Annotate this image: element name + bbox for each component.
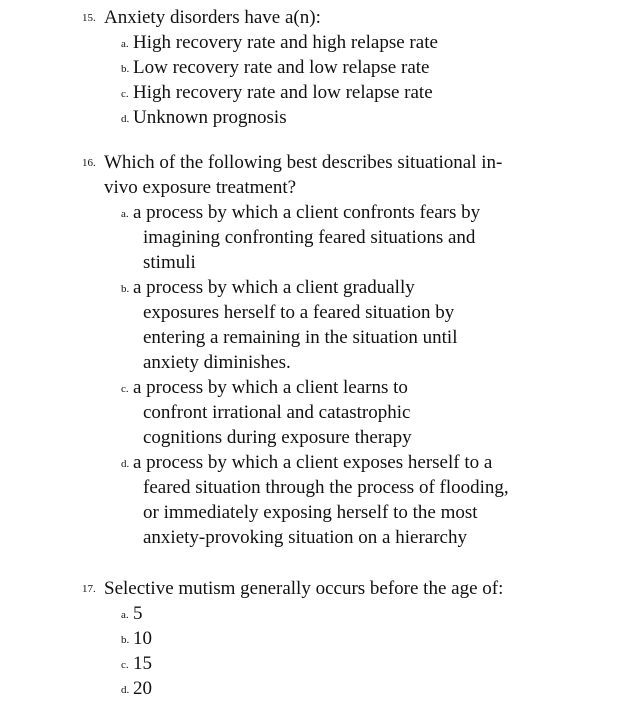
option-text-line: feared situation through the process of flooding, — [143, 477, 509, 498]
option-text-line: imagining confronting feared situations and — [143, 227, 476, 248]
question-17-options — [121, 601, 582, 701]
option-text-line: a process by which a client learns to — [133, 377, 408, 398]
option-c — [121, 375, 541, 450]
option-letter: c. — [121, 88, 129, 100]
option-letter: c. — [121, 659, 129, 671]
option-text-line: anxiety-provoking situation on a hierarchy — [143, 527, 467, 548]
option-letter: a. — [121, 38, 129, 50]
question-number: 16. — [82, 157, 96, 169]
option-text-line: entering a remaining in the situation until — [143, 327, 458, 348]
option-b — [121, 275, 541, 375]
question-15-stem — [82, 5, 582, 30]
option-text-line: exposures herself to a feared situation by — [143, 302, 455, 323]
question-text: Anxiety disorders have a(n): — [104, 7, 321, 28]
option-letter: d. — [121, 684, 130, 696]
option-c — [121, 651, 582, 676]
question-16 — [82, 150, 582, 550]
option-text-line: cognitions during exposure therapy — [143, 427, 412, 448]
option-a — [121, 601, 582, 626]
option-text: 5 — [133, 603, 143, 624]
option-letter: b. — [121, 634, 130, 646]
question-15-options — [121, 30, 582, 130]
option-text: Low recovery rate and low relapse rate — [133, 57, 430, 78]
question-number: 15. — [82, 12, 96, 24]
option-text: 10 — [133, 628, 152, 649]
question-text-line-1: Which of the following best describes situational in- — [104, 152, 503, 173]
option-text-line: a process by which a client exposes herself to a — [133, 452, 493, 473]
option-text-line: a process by which a client confronts fears by — [133, 202, 481, 223]
option-letter: a. — [121, 609, 129, 621]
option-d — [121, 105, 582, 130]
option-c — [121, 80, 582, 105]
option-text: 15 — [133, 653, 152, 674]
option-letter: b. — [121, 63, 130, 75]
option-b — [121, 626, 582, 651]
option-letter: b. — [121, 283, 130, 295]
question-17 — [82, 576, 582, 701]
option-letter: c. — [121, 383, 129, 395]
option-letter: d. — [121, 113, 130, 125]
option-a — [121, 200, 541, 275]
question-17-stem — [82, 576, 582, 601]
option-d — [121, 676, 582, 701]
option-text-line: a process by which a client gradually — [133, 277, 415, 298]
question-text: Selective mutism generally occurs before the age of: — [104, 578, 504, 599]
question-16-options — [121, 200, 541, 550]
option-d — [121, 450, 541, 550]
option-text-line: confront irrational and catastrophic — [143, 402, 411, 423]
option-text-line: or immediately exposing herself to the most — [143, 502, 478, 523]
option-text: 20 — [133, 678, 152, 699]
option-text: Unknown prognosis — [133, 107, 287, 128]
question-16-stem — [82, 150, 582, 200]
option-b — [121, 55, 582, 80]
question-number: 17. — [82, 583, 96, 595]
question-text-line-2: vivo exposure treatment? — [104, 177, 297, 198]
option-a — [121, 30, 582, 55]
option-text: High recovery rate and high relapse rate — [133, 32, 438, 53]
option-letter: d. — [121, 458, 130, 470]
option-text: High recovery rate and low relapse rate — [133, 82, 433, 103]
question-15 — [82, 5, 582, 130]
option-letter: a. — [121, 208, 129, 220]
option-text-line: stimuli — [143, 252, 196, 273]
option-text-line: anxiety diminishes. — [143, 352, 291, 373]
